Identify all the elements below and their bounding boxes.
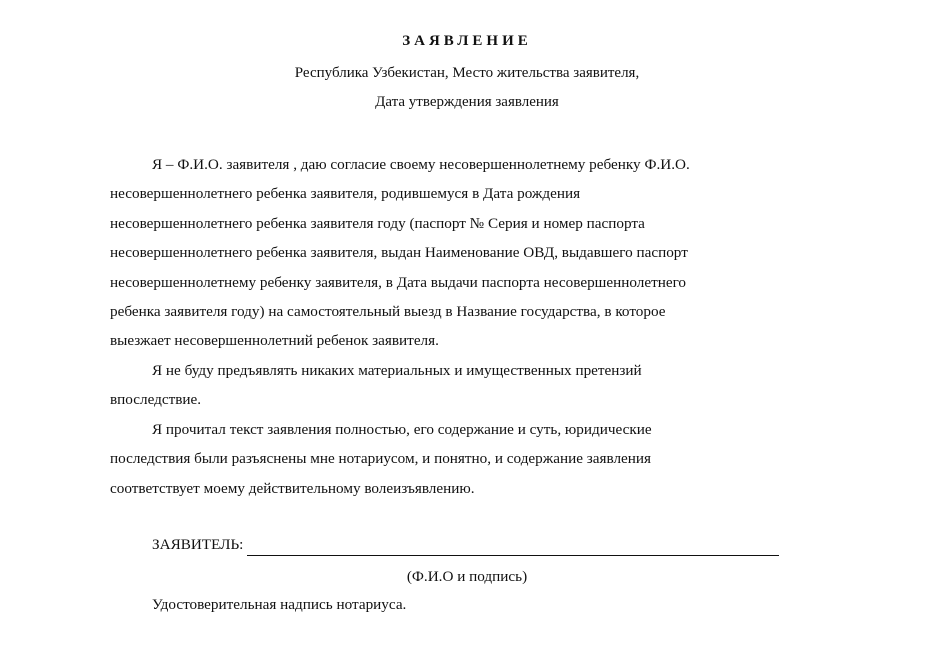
paragraph-line: выезжает несовершеннолетний ребенок заявителя. (110, 332, 439, 350)
paragraph-line: несовершеннолетнего ребенка заявителя году (паспорт № Серия и номер паспорта (110, 214, 645, 232)
paragraph-line: несовершеннолетнего ребенка заявителя, родившемуся в Дата рождения (110, 185, 581, 203)
subtitle-line-1: Республика Узбекистан, Место жительства заявителя, (294, 65, 640, 81)
paragraph-line: Я – Ф.И.О. заявителя , даю согласие своему несовершеннолетнему ребенку Ф.И.О. (152, 156, 690, 173)
acknowledgement-paragraph (110, 415, 850, 503)
notary-note: Удостоверительная надпись нотариуса. (152, 596, 407, 613)
signature-line (247, 539, 779, 556)
no-claims-paragraph (110, 356, 850, 415)
paragraph-line: ребенка заявителя году) на самостоятельный выезд в Название государства, в которое (110, 303, 666, 321)
paragraph-line: несовершеннолетнему ребенку заявителя, в Дата выдачи паспорта несовершеннолетнего (110, 273, 687, 291)
paragraph-line: впоследствие. (110, 391, 202, 409)
consent-paragraph (110, 150, 850, 356)
paragraph-line: соответствует моему действительному волеизъявлению. (110, 479, 475, 497)
paragraph-line: последствия были разъяснены мне нотариусом, и понятно, и содержание заявления (110, 450, 652, 468)
paragraph-line: несовершеннолетнего ребенка заявителя, выдан Наименование ОВД, выдавшего паспорт (110, 244, 688, 262)
applicant-label: ЗАЯВИТЕЛЬ: (152, 536, 244, 553)
signature-caption: (Ф.И.О и подпись) (406, 568, 528, 585)
document-title: ЗАЯВЛЕНИЕ (402, 33, 532, 49)
paragraph-line: Я не буду предъявлять никаких материальных и имущественных претензий (152, 362, 642, 379)
subtitle-line-2: Дата утверждения заявления (375, 94, 559, 110)
applicant-signature-row (152, 534, 779, 556)
paragraph-line: Я прочитал текст заявления полностью, его содержание и суть, юридические (152, 421, 652, 438)
